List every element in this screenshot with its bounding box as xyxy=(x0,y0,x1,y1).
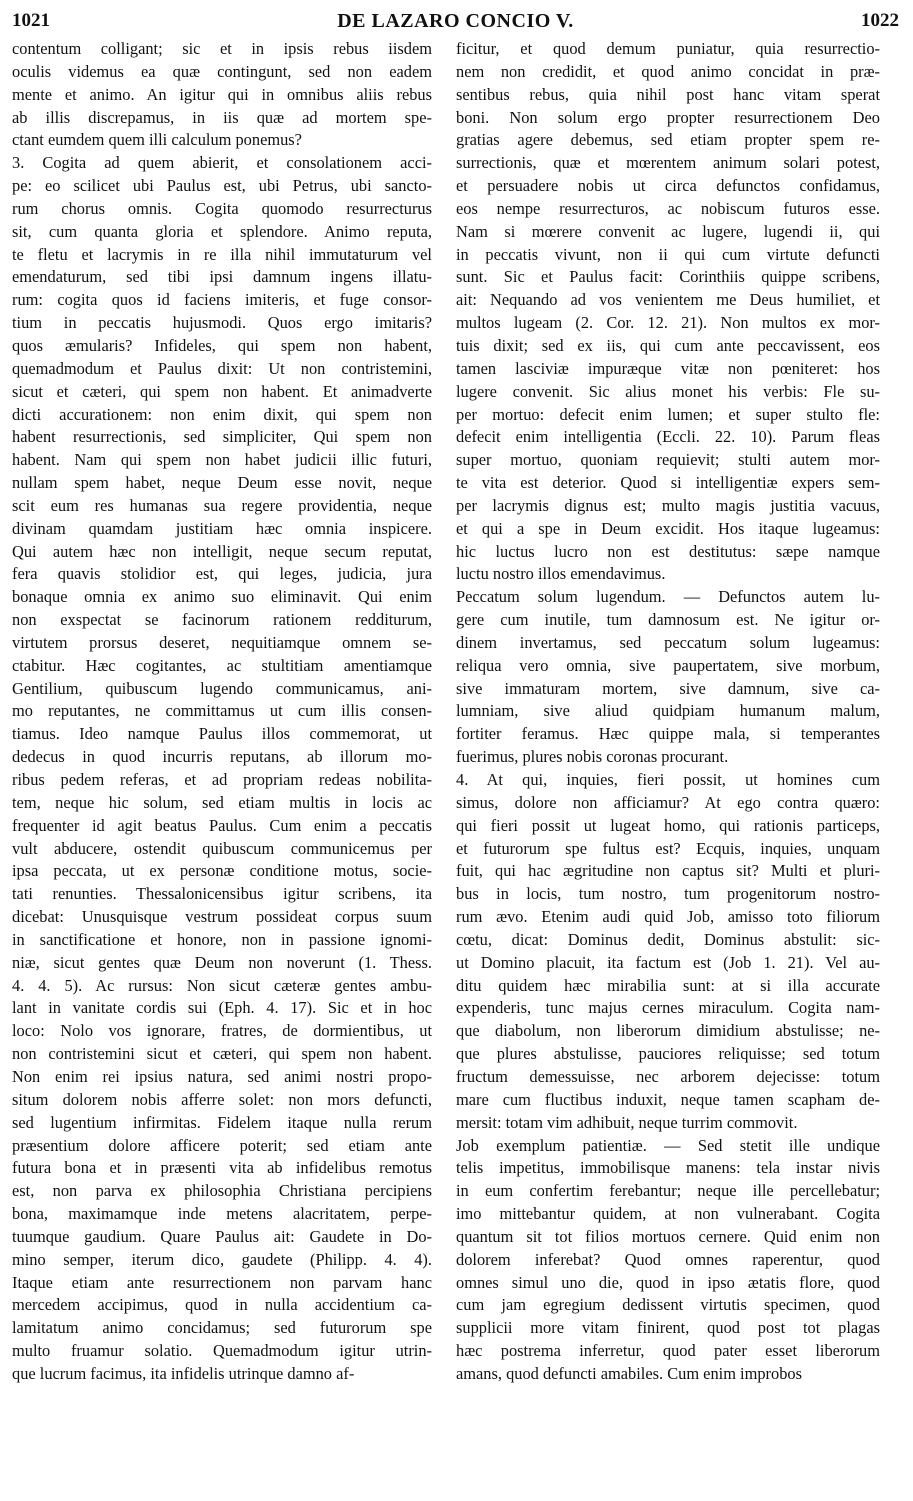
text-line: luctu nostro illos emendavimus. xyxy=(456,564,666,584)
text-line: est, non parva ex philosophia Christiana percipiens xyxy=(12,1181,432,1201)
text-line: pe: eo scilicet ubi Paulus est, ubi Petrus, ubi sancto- xyxy=(12,176,432,196)
text-line: bona, maximamque inde metens alacritatem, perpe- xyxy=(12,1204,432,1224)
text-line: mente et animo. An igitur qui in omnibus aliis rebus xyxy=(12,84,432,104)
text-line: 4. At qui, inquies, fieri possit, ut homines cum xyxy=(456,770,880,789)
text-line: rum ævo. Etenim audi quid Job, amisso toto filiorum xyxy=(456,907,880,927)
text-line: Nam si mœrere convenit ac lugere, lugendi ii, qui xyxy=(456,221,880,241)
text-line: ab illis discrepamus, in iis quæ ad mortem spe- xyxy=(12,107,432,127)
text-line: 4. 4. 5). Ac rursus: Non sicut cæteræ gentes ambu- xyxy=(12,975,432,995)
text-line: tati renunties. Thessalonicensibus igitur scribens, ita xyxy=(12,884,432,904)
text-line: Peccatum solum lugendum. — Defunctos autem lu- xyxy=(456,587,880,607)
text-line: gere cum inutile, tum damnosum est. Ne igitur or- xyxy=(456,610,880,630)
text-line: sit, cum quanta gloria et splendore. Animo reputa, xyxy=(12,221,432,241)
text-line: omnes simul uno die, quod in ipso ætatis flore, quod xyxy=(456,1272,880,1292)
text-line: scit eum res humanas sua regere providentia, neque xyxy=(12,495,432,515)
page-number-left: 1021 xyxy=(12,10,50,31)
text-line: quos æmularis? Infideles, qui spem non habent, xyxy=(12,335,432,355)
text-line: cœtu, dicat: Dominus dedit, Dominus abstulit: sic- xyxy=(456,929,880,949)
text-line: mino semper, iterum dico, gaudete (Philipp. 4. 4). xyxy=(12,1249,432,1269)
text-line: vult abducere, ostendit quibuscum communicemus per xyxy=(12,838,432,858)
text-line: tiamus. Ideo namque Paulus illos commemorat, ut xyxy=(12,724,432,744)
text-line: reliqua vero omnia, sive paupertatem, sive morbum, xyxy=(456,655,880,675)
text-line: ait: Nequando ad vos venientem me Deus humiliet, et xyxy=(456,290,880,310)
text-line: tem, neque hic solum, sed etiam multis in locis ac xyxy=(12,792,432,812)
text-line: dedecus in quod incurris reputans, ab illorum mo- xyxy=(12,747,432,767)
text-line: fuerimus, plures nobis coronas procurant. xyxy=(456,747,729,767)
text-line: 3. Cogita ad quem abierit, et consolationem acci- xyxy=(12,153,432,173)
text-line: tuis dixit; sed ex iis, qui cum ante peccavissent, eos xyxy=(456,335,880,355)
text-line: quantum sit tot filios mortuos cernere. Quid enim non xyxy=(456,1226,880,1246)
text-line: bonaque omnia ex animo suo eliminavit. Qui enim xyxy=(12,587,432,607)
text-line: divinam quamdam justitiam hæc omnia inspicere. xyxy=(12,518,432,538)
text-line: simus, dolore non afficiamur? At ego contra quæro: xyxy=(456,792,880,812)
text-line: dicti accurationem: non enim dixit, qui spem non xyxy=(12,404,432,424)
text-line: lant in vanitate cordis sui (Eph. 4. 17). Sic et in hoc xyxy=(12,998,432,1018)
text-line: Non enim rei ipsius natura, sed animi nostri propo- xyxy=(12,1066,432,1086)
text-line: que lucrum facimus, ita infidelis utrinque damno af- xyxy=(12,1363,355,1383)
text-line: Itaque etiam ante resurrectionem non parvam hanc xyxy=(12,1272,432,1292)
text-line: te fletu et lacrymis in re illa nihil immutaturum vel xyxy=(12,244,432,264)
text-line: rum chorus omnis. Cogita quomodo resurrecturus xyxy=(12,198,432,218)
text-line: multo fruamur solatio. Quemadmodum igitur utrin- xyxy=(12,1341,432,1361)
text-line: amans, quod defuncti amabiles. Cum enim improbos xyxy=(456,1363,802,1383)
page-number-right: 1022 xyxy=(861,10,899,31)
text-line: nem non credidit, et quod animo concidat in præ- xyxy=(456,61,880,81)
text-line: mersit: totam vim adhibuit, neque turrim commovit. xyxy=(456,1112,798,1132)
text-line: loco: Nolo vos ignorare, fratres, de dormientibus, ut xyxy=(12,1021,432,1041)
text-line: hæc postrema inferretur, quod pater esset liberorum xyxy=(456,1341,880,1361)
text-line: eos nempe resurrecturos, ac nobiscum futuros esse. xyxy=(456,198,880,218)
text-line: super mortuo, quoniam requievit; stulti autem mor- xyxy=(456,450,880,470)
text-line: telis impetitus, immobilisque manens: tela instar nivis xyxy=(456,1158,880,1178)
text-line: imo mittebantur quidem, at non vulnerabant. Cogita xyxy=(456,1204,880,1224)
text-line: futura bona et in præsenti vita ab infidelibus remotus xyxy=(12,1158,432,1178)
text-line: fructum demessuisse, nec arborem dejecisse: totum xyxy=(456,1066,880,1086)
text-line: rum: cogita quos id faciens imiteris, et fuge consor- xyxy=(12,290,432,310)
text-line: gratias agere debemus, sed etiam propter spem re- xyxy=(456,130,880,150)
text-line: cum jam egregium dedissent virtutis specimen, quod xyxy=(456,1295,880,1315)
text-line: et persuadere nobis ut circa defunctos confidamus, xyxy=(456,176,880,196)
text-line: ctabitur. Hæc cogitantes, ac stultitiam amentiamque xyxy=(12,655,432,675)
text-line: qui fieri possit ut lugeat homo, qui rationis particeps, xyxy=(456,815,880,835)
running-title: DE LAZARO CONCIO V. xyxy=(337,10,574,32)
text-line: Qui autem hæc non intelligit, neque secum reputat, xyxy=(12,541,432,561)
text-line: dolorem inferebat? Quod omnes raperentur, quod xyxy=(456,1249,880,1269)
text-line: mare cum fluctibus induxit, neque tamen scapham de- xyxy=(456,1089,880,1109)
text-line: sentibus rebus, quia nihil post hanc vitam sperat xyxy=(456,84,880,104)
text-line: ut Domino placuit, ita factum est (Job 1. 21). Vel au- xyxy=(456,952,880,972)
text-line: expenderis, tunc majus cernes miraculum. Cogita nam- xyxy=(456,998,880,1018)
text-line: frequenter id agit beatus Paulus. Cum enim a peccatis xyxy=(12,815,432,835)
text-line: virtutem prorsus deseret, nequitiamque omnem se- xyxy=(12,632,432,652)
text-line: situm dolorem nobis afferre solet: non mors defuncti, xyxy=(12,1089,432,1109)
text-line: lugere convenit. Sic alius monet his verbis: Fle su- xyxy=(456,381,880,401)
text-line: habent. Nam qui spem non habet judicii illic futuri, xyxy=(12,450,432,470)
text-line: mercedem accipimus, quod in nulla accidentium ca- xyxy=(12,1295,432,1315)
text-line: tamen lasciviæ impuræque vitæ non pœniteret: hos xyxy=(456,358,880,378)
text-line: sicut et cæteri, qui spem non habent. Et animadverte xyxy=(12,381,432,401)
text-line: præsentium dolore afficere poterit; sed etiam ante xyxy=(12,1135,432,1155)
text-line: per mortuo: defecit enim lumen; et super stulto fle: xyxy=(456,404,880,424)
text-line: per lacrymis dignus est; multo magis justitia vacuus, xyxy=(456,495,880,515)
text-line: que diabolum, non liberorum dimidium abstulisse; ne- xyxy=(456,1021,880,1041)
text-line: et futurorum spe fultus est? Ecquis, inquies, unquam xyxy=(456,838,880,858)
text-line: fera quavis stolidior est, qui leges, judicia, jura xyxy=(12,564,432,584)
text-line: dinem invertamus, sed peccatum solum lugeamus: xyxy=(456,632,880,652)
text-line: dicebat: Unusquisque vestrum possideat corpus suum xyxy=(12,907,432,927)
text-line: tium in peccatis hujusmodi. Quos ergo imitaris? xyxy=(12,313,432,333)
text-line: Job exemplum patientiæ. — Sed stetit ille undique xyxy=(456,1135,880,1155)
text-line: fortiter feramus. Hæc quippe mala, si temperantes xyxy=(456,724,880,744)
text-line: multos lugeam (2. Cor. 12. 21). Non multos ex mor- xyxy=(456,313,880,333)
text-line: sive immaturam mortem, sive damnum, sive ca- xyxy=(456,678,880,698)
text-line: quemadmodum et Paulus dixit: Ut non contristemini, xyxy=(12,358,432,378)
text-line: fuit, qui hac ægritudine non captus sit? Multi et pluri- xyxy=(456,861,880,881)
text-line: hic luctus lucro non est destitutus: sæpe namque xyxy=(456,541,880,561)
text-line: ficitur, et quod demum puniatur, quia resurrectio- xyxy=(456,39,880,58)
text-line: bus in locis, tum nostro, tum progenitorum nostro- xyxy=(456,884,880,904)
text-line: que plures abstulisse, pauciores reliquisse; sed totum xyxy=(456,1044,880,1064)
text-line: non exspectat se facinorum rationem redditurum, xyxy=(12,610,432,630)
text-line: mo reputantes, ne committamus ut cum illis consen- xyxy=(12,701,432,721)
text-line: nullam spem habet, neque Deum esse novit, neque xyxy=(12,473,432,493)
text-line: ipsa peccata, ut ex personæ conditione motus, socie- xyxy=(12,861,432,881)
text-line: oculis videmus ea quæ contingunt, sed non eadem xyxy=(12,61,432,81)
text-line: surrectionis, quæ et mœrentem animum solari potest, xyxy=(456,153,880,173)
text-line: lamitatum animo concidamus; sed futurorum spe xyxy=(12,1318,432,1338)
text-line: lumniam, sive aliud quidpiam humanum malum, xyxy=(456,701,880,721)
text-line: te vita est deterior. Quod si intelligentiæ expers sem- xyxy=(456,473,880,493)
text-line: non contristemini sicut et cæteri, qui spem non habent. xyxy=(12,1044,432,1064)
text-line: defecit enim intelligentia (Eccli. 22. 10). Parum fleas xyxy=(456,427,880,447)
text-line: ribus pedem referas, et ad propriam redeas nobilita- xyxy=(12,770,432,789)
text-line: supplicii more vitam finirent, quod post tot plagas xyxy=(456,1318,880,1338)
text-line: tuumque gaudium. Quare Paulus ait: Gaudete in Do- xyxy=(12,1226,432,1246)
text-line: niæ, sicut gentes quæ Deum non noverunt (1. Thess. xyxy=(12,952,432,972)
right-text-column xyxy=(456,38,880,1386)
text-line: Gentilium, quibuscum lugendo communicamus, ani- xyxy=(12,678,432,698)
text-line: sed lugentium infirmitas. Fidelem itaque nulla rerum xyxy=(12,1112,432,1132)
running-header xyxy=(12,8,899,40)
text-line: contentum colligant; sic et in ipsis rebus iisdem xyxy=(12,39,432,58)
text-line: ctant eumdem quem illi calculum ponemus? xyxy=(12,130,302,150)
left-text-column xyxy=(12,38,432,1386)
text-line: in eum confertim ferebantur; neque ille percellebatur; xyxy=(456,1181,880,1201)
text-line: emendaturum, sed tibi ipsi damnum ingens illatu- xyxy=(12,267,432,287)
text-line: in peccatis vivunt, non ii qui cum virtute defuncti xyxy=(456,244,880,264)
text-line: boni. Non solum ergo propter resurrectionem Deo xyxy=(456,107,880,127)
text-line: et qui a spe in Deum excidit. Hos itaque lugeamus: xyxy=(456,518,880,538)
text-line: ditu quidem hæc mirabilia sunt: at si illa accurate xyxy=(456,975,880,995)
text-line: habent resurrectionis, sed simpliciter, Qui spem non xyxy=(12,427,432,447)
text-line: in sanctificatione et honore, non in passione ignomi- xyxy=(12,929,432,949)
text-line: sunt. Sic et Paulus facit: Corinthiis quippe scribens, xyxy=(456,267,880,287)
